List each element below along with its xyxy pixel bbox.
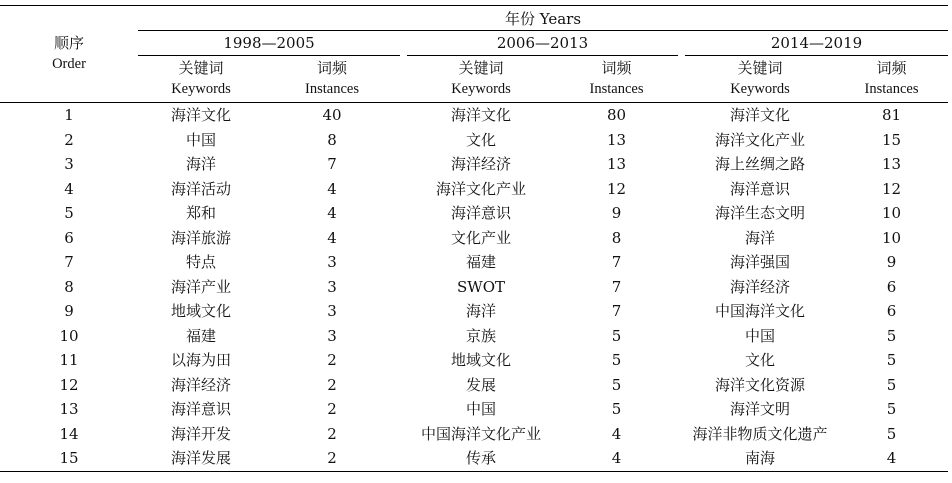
keyword-cell-p1: 郑和 [185,204,216,222]
table-row [0,103,948,128]
instances-cell-p1: 3 [327,302,337,320]
keyword-cell-p2: 海洋文化产业 [435,179,526,198]
instances-cell-p2: 5 [611,400,622,418]
instances-cell-p3: 5 [886,351,897,369]
keyword-cell-p2: 海洋文化 [450,106,511,124]
instances-header-2: 词频 Instances [589,59,644,97]
keyword-cell-p2: 中国 [465,400,496,418]
keyword-cell-p3: 中国 [744,326,775,345]
keyword-cell-p1: 中国 [185,130,216,149]
keyword-cell-p1: 海洋文化 [170,106,231,124]
instances-cell-p2: 5 [611,351,622,369]
table-row [0,226,948,251]
period-header-2: 2006—2013 [407,31,678,56]
instances-cell-p2: 13 [606,155,627,173]
table-row [0,348,948,373]
keyword-cell-p3: 海洋强国 [729,253,790,271]
keyword-cell-p3: 文化 [744,351,775,369]
keyword-cell-p1: 海洋产业 [170,277,231,296]
instances-cell-p2: 80 [606,106,627,124]
table-row [0,275,948,300]
table-row [0,250,948,275]
keyword-cell-p1: 海洋开发 [170,424,231,443]
instances-cell-p3: 12 [881,179,902,198]
instances-cell-p3: 5 [886,400,897,418]
order-cell: 12 [59,375,79,394]
instances-cell-p1: 4 [327,204,337,222]
instances-header-1: 词频 Instances [305,59,359,97]
order-cell: 10 [59,326,79,345]
instances-cell-p1: 2 [327,375,337,394]
order-cell: 11 [59,351,79,369]
period-header-3: 2014—2019 [685,31,948,56]
keywords-header-1: 关键词 Keywords [171,59,231,97]
table-row [0,299,948,324]
keyword-cell-p2: 中国海洋文化产业 [420,424,541,443]
keyword-cell-p1: 海洋活动 [170,179,231,198]
keyword-cell-p1: 海洋经济 [170,375,231,394]
table-row [0,177,948,202]
instances-cell-p3: 10 [881,228,902,247]
keyword-frequency-table [0,5,948,472]
keywords-header-2: 关键词 Keywords [451,59,511,97]
instances-cell-p2: 8 [611,228,622,247]
order-cell: 6 [64,228,74,247]
instances-header-3: 词频 Instances [864,59,919,97]
keyword-cell-p3: 海洋 [744,228,775,247]
instances-cell-p2: 12 [606,179,627,198]
keyword-cell-p2: SWOT [457,277,505,296]
period-header-1: 1998—2005 [138,31,400,56]
order-header [0,6,138,103]
instances-cell-p1: 2 [327,424,337,443]
order-cell: 9 [64,302,74,320]
keyword-cell-p3: 海洋意识 [729,179,790,198]
instances-cell-p3: 10 [881,204,902,222]
instances-cell-p1: 3 [327,277,337,296]
keyword-cell-p2: 海洋经济 [450,155,511,173]
instances-cell-p3: 5 [886,424,897,443]
order-cell: 2 [64,130,74,149]
keyword-cell-p2: 地域文化 [450,351,511,369]
order-cell: 3 [64,155,74,173]
order-header-en: Order [52,56,86,72]
instances-cell-p1: 8 [327,130,337,149]
keyword-cell-p1: 地域文化 [170,302,231,320]
keyword-cell-p2: 文化产业 [450,228,511,247]
order-cell: 1 [64,106,74,124]
order-cell: 8 [64,277,74,296]
keyword-cell-p2: 海洋 [465,302,496,320]
order-cell: 13 [59,400,79,418]
order-cell: 15 [59,449,79,467]
table-row [0,446,948,471]
instances-cell-p2: 5 [611,326,622,345]
instances-cell-p2: 7 [611,277,622,296]
keyword-cell-p2: 发展 [465,375,496,394]
keyword-cell-p1: 海洋意识 [170,400,231,418]
instances-cell-p3: 4 [886,449,897,467]
instances-cell-p1: 3 [327,253,337,271]
keyword-cell-p3: 海洋经济 [729,277,790,296]
instances-cell-p1: 2 [327,449,337,467]
instances-cell-p2: 4 [611,449,622,467]
keyword-cell-p2: 京族 [465,326,496,345]
table-row [0,422,948,447]
instances-cell-p1: 4 [327,228,337,247]
instances-cell-p3: 9 [886,253,897,271]
instances-cell-p1: 3 [327,326,337,345]
years-header: 年份 Years [138,6,948,31]
instances-cell-p1: 40 [322,106,342,124]
table-row [0,152,948,177]
instances-cell-p3: 81 [881,106,902,124]
instances-cell-p2: 7 [611,302,622,320]
instances-cell-p2: 7 [611,253,622,271]
keyword-cell-p1: 特点 [185,253,216,271]
instances-cell-p3: 6 [886,302,897,320]
order-cell: 14 [59,424,79,443]
keyword-cell-p2: 文化 [465,130,496,149]
instances-cell-p3: 15 [881,130,902,149]
keyword-cell-p3: 海洋非物质文化遗产 [692,424,828,443]
order-cell: 7 [64,253,74,271]
instances-cell-p1: 2 [327,351,337,369]
keyword-cell-p1: 以海为田 [170,351,231,369]
keyword-cell-p1: 海洋旅游 [170,228,231,247]
table-header [0,6,948,103]
instances-cell-p2: 4 [611,424,622,443]
instances-cell-p1: 7 [327,155,337,173]
keyword-cell-p2: 传承 [465,449,496,467]
keyword-cell-p1: 福建 [185,326,216,345]
table-row [0,201,948,226]
keyword-cell-p3: 中国海洋文化 [714,302,805,320]
keyword-cell-p3: 海洋文化产业 [714,130,805,149]
keyword-cell-p3: 海洋生态文明 [714,204,805,222]
instances-cell-p3: 13 [881,155,902,173]
instances-cell-p1: 2 [327,400,337,418]
keyword-cell-p2: 福建 [465,253,496,271]
keyword-cell-p1: 海洋发展 [170,449,231,467]
keyword-cell-p3: 海洋文化资源 [714,375,805,394]
keyword-cell-p3: 海上丝绸之路 [714,155,805,173]
instances-cell-p2: 5 [611,375,622,394]
instances-cell-p1: 4 [327,179,337,198]
order-header-zh: 顺序 [53,34,84,52]
keyword-cell-p2: 海洋意识 [450,204,511,222]
keyword-cell-p1: 海洋 [185,155,216,173]
table-body [0,103,948,472]
keywords-header-3: 关键词 Keywords [730,59,790,97]
instances-cell-p2: 9 [611,204,622,222]
instances-cell-p3: 6 [886,277,897,296]
instances-cell-p3: 5 [886,375,897,394]
order-cell: 4 [64,179,74,198]
keyword-cell-p3: 海洋文明 [729,400,790,418]
order-cell: 5 [64,204,74,222]
table-row [0,324,948,349]
keyword-cell-p3: 海洋文化 [729,106,790,124]
table-row [0,373,948,398]
instances-cell-p2: 13 [606,130,627,149]
table-row [0,128,948,153]
instances-cell-p3: 5 [886,326,897,345]
table-row [0,397,948,422]
keyword-cell-p3: 南海 [744,449,775,467]
